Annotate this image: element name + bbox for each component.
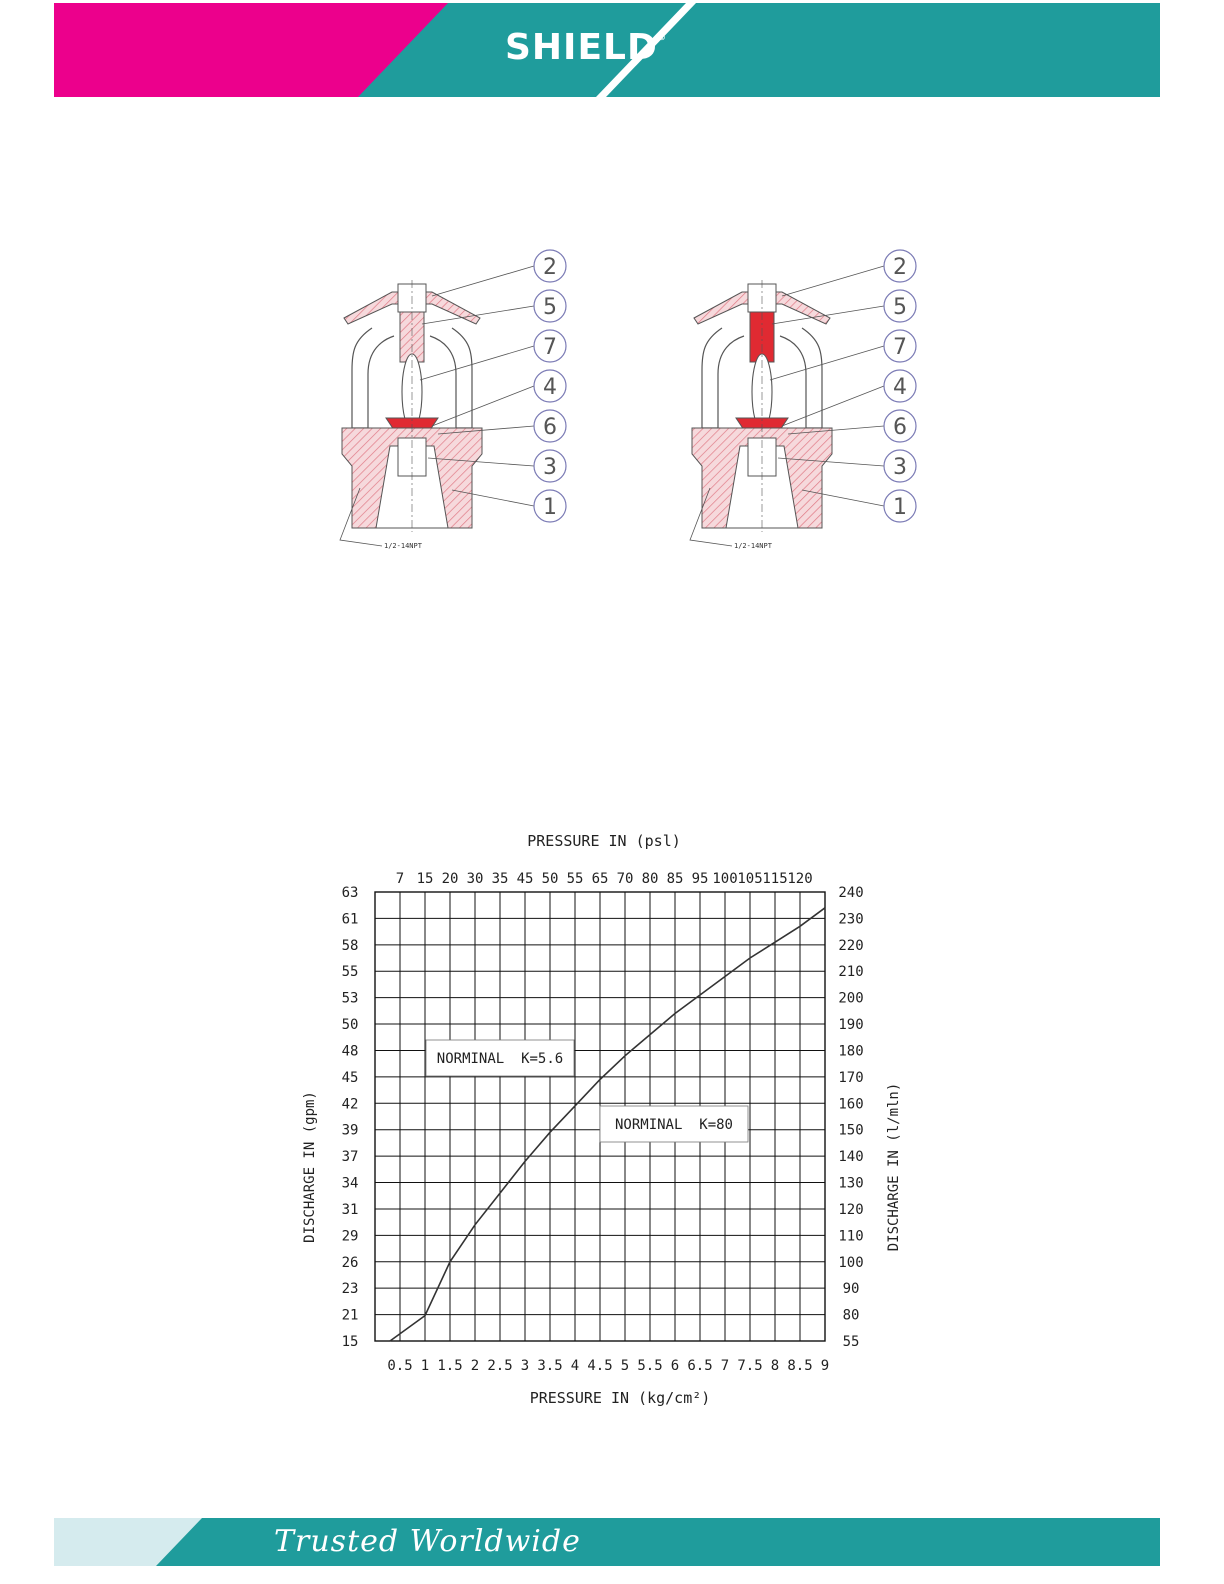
y-left-tick-label: 50	[341, 1017, 359, 1034]
y-right-tick-label: 200	[838, 990, 864, 1007]
y-left-tick-label: 29	[341, 1228, 359, 1245]
chart-y-label-left: DISCHARGE IN (gpm)	[302, 1091, 318, 1243]
y-left-tick-labels	[342, 885, 359, 1350]
callout-leader	[420, 346, 534, 380]
callout-leader	[770, 346, 884, 380]
psi-tick-label: 7	[395, 871, 405, 887]
y-left-tick-label: 55	[341, 964, 359, 981]
y-right-tick-label: 220	[838, 937, 864, 954]
chart-top-title: PRESSURE IN (psl)	[527, 832, 681, 850]
y-left-tick-label: 45	[341, 1069, 359, 1086]
callout-leader	[782, 386, 884, 426]
psi-tick-label: 100	[712, 871, 738, 887]
x-tick-label: 8.5	[787, 1358, 813, 1374]
callout-number: 7	[543, 335, 557, 360]
psi-tick-label: 35	[491, 871, 509, 887]
x-tick-label: 1	[420, 1358, 430, 1374]
sprinkler-diagram-left	[340, 250, 566, 550]
brand-name: SHIELD	[505, 27, 658, 68]
x-tick-label: 5.5	[637, 1358, 663, 1374]
y-right-tick-label: 110	[838, 1228, 864, 1245]
brand-logo	[505, 27, 667, 68]
psi-tick-label: 15	[416, 871, 434, 887]
callout-number: 4	[543, 375, 557, 400]
frame-arm-left	[352, 328, 394, 428]
callout-number: 2	[893, 255, 907, 280]
y-right-tick-label: 170	[838, 1069, 864, 1086]
y-left-tick-label: 23	[341, 1281, 359, 1298]
chart-x-label: PRESSURE IN (kg/cm²)	[529, 1389, 711, 1407]
x-tick-label: 7	[720, 1358, 730, 1374]
y-left-tick-label: 31	[341, 1201, 359, 1218]
annotation-k80: NORMINAL K=80	[614, 1117, 734, 1133]
callout-number: 3	[893, 455, 907, 480]
psi-tick-label: 45	[516, 871, 534, 887]
callout-leader	[782, 266, 884, 296]
x-tick-label: 0.5	[387, 1358, 413, 1374]
y-right-tick-labels	[838, 885, 863, 1350]
y-right-tick-label: 180	[838, 1043, 864, 1060]
x-tick-label: 3.5	[537, 1358, 563, 1374]
y-right-tick-label: 230	[838, 911, 864, 928]
y-right-tick-label: 100	[838, 1254, 864, 1271]
y-left-tick-label: 39	[341, 1122, 359, 1139]
footer-graphic	[54, 1518, 1160, 1566]
y-left-tick-label: 48	[341, 1043, 359, 1060]
header-teal-right	[606, 3, 1160, 97]
sprinkler-diagram-right	[690, 250, 916, 550]
psi-tick-label: 115	[762, 871, 788, 887]
y-left-tick-label: 15	[341, 1334, 359, 1350]
footer-tagline: Trusted Worldwide	[274, 1524, 581, 1559]
x-tick-label: 8	[770, 1358, 780, 1374]
y-right-tick-label: 140	[838, 1149, 864, 1166]
callout-number: 5	[543, 295, 557, 320]
psi-tick-label: 85	[666, 871, 684, 887]
x-tick-label: 9	[820, 1358, 830, 1374]
callout-leader	[432, 386, 534, 426]
y-left-tick-label: 58	[341, 937, 359, 954]
psi-tick-label: 120	[787, 871, 813, 887]
psi-tick-label: 55	[566, 871, 584, 887]
y-right-tick-label: 190	[838, 1017, 864, 1034]
x-tick-label: 6.5	[687, 1358, 713, 1374]
registered-mark: ®	[657, 33, 667, 42]
callout-number: 5	[893, 295, 907, 320]
y-left-tick-label: 34	[341, 1175, 359, 1192]
psi-tick-label: 80	[641, 871, 659, 887]
y-right-tick-label: 150	[838, 1122, 864, 1139]
psi-tick-label: 30	[466, 871, 484, 887]
header-banner	[54, 3, 1160, 97]
x-tick-label: 2	[470, 1358, 480, 1374]
callout-leader	[432, 266, 534, 296]
x-tick-label: 2.5	[487, 1358, 513, 1374]
x-tick-label: 7.5	[737, 1358, 763, 1374]
x-tick-label: 5	[620, 1358, 630, 1374]
discharge-chart	[0, 820, 1224, 1440]
y-right-tick-label: 80	[842, 1307, 860, 1324]
y-right-tick-label: 120	[838, 1201, 864, 1218]
x-tick-label: 4.5	[587, 1358, 613, 1374]
x-tick-label: 3	[520, 1358, 530, 1374]
psi-tick-label: 50	[541, 871, 559, 887]
y-right-tick-label: 90	[842, 1281, 860, 1298]
thread-label: 1/2-14NPT	[384, 542, 422, 550]
x-tick-labels	[387, 1358, 829, 1374]
callout-number: 1	[543, 495, 557, 520]
y-left-tick-label: 37	[341, 1149, 359, 1166]
y-right-tick-label: 130	[838, 1175, 864, 1192]
y-left-tick-label: 61	[341, 911, 359, 928]
annotation-k56: NORMINAL K=5.6	[436, 1051, 564, 1067]
x-tick-label: 6	[670, 1358, 680, 1374]
callout-number: 7	[893, 335, 907, 360]
y-right-tick-label: 160	[838, 1096, 864, 1113]
y-left-tick-label: 26	[341, 1254, 359, 1271]
y-left-tick-label: 21	[341, 1307, 359, 1324]
psi-tick-label: 65	[591, 871, 609, 887]
y-left-tick-label: 42	[341, 1096, 359, 1113]
x-tick-label: 4	[570, 1358, 580, 1374]
x-tick-label: 1.5	[437, 1358, 463, 1374]
frame-arm-left	[702, 328, 744, 428]
psi-tick-label: 105	[737, 871, 763, 887]
psi-tick-label: 70	[616, 871, 634, 887]
callout-number: 6	[893, 415, 907, 440]
y-left-tick-label: 63	[341, 885, 359, 901]
psi-tick-labels	[396, 871, 813, 887]
callout-number: 6	[543, 415, 557, 440]
sprinkler-diagrams	[0, 240, 1224, 560]
callout-number: 2	[543, 255, 557, 280]
footer-banner	[54, 1518, 1160, 1566]
y-right-tick-label: 210	[838, 964, 864, 981]
callout-number: 3	[543, 455, 557, 480]
thread-label: 1/2-14NPT	[734, 542, 772, 550]
y-right-tick-label: 55	[842, 1334, 860, 1350]
psi-tick-label: 95	[691, 871, 709, 887]
chart-y-label-right: DISCHARGE IN (l/mln)	[886, 1082, 902, 1252]
psi-tick-label: 20	[441, 871, 459, 887]
y-right-tick-label: 240	[838, 885, 864, 901]
callout-number: 1	[893, 495, 907, 520]
y-left-tick-label: 53	[341, 990, 359, 1007]
callout-number: 4	[893, 375, 907, 400]
